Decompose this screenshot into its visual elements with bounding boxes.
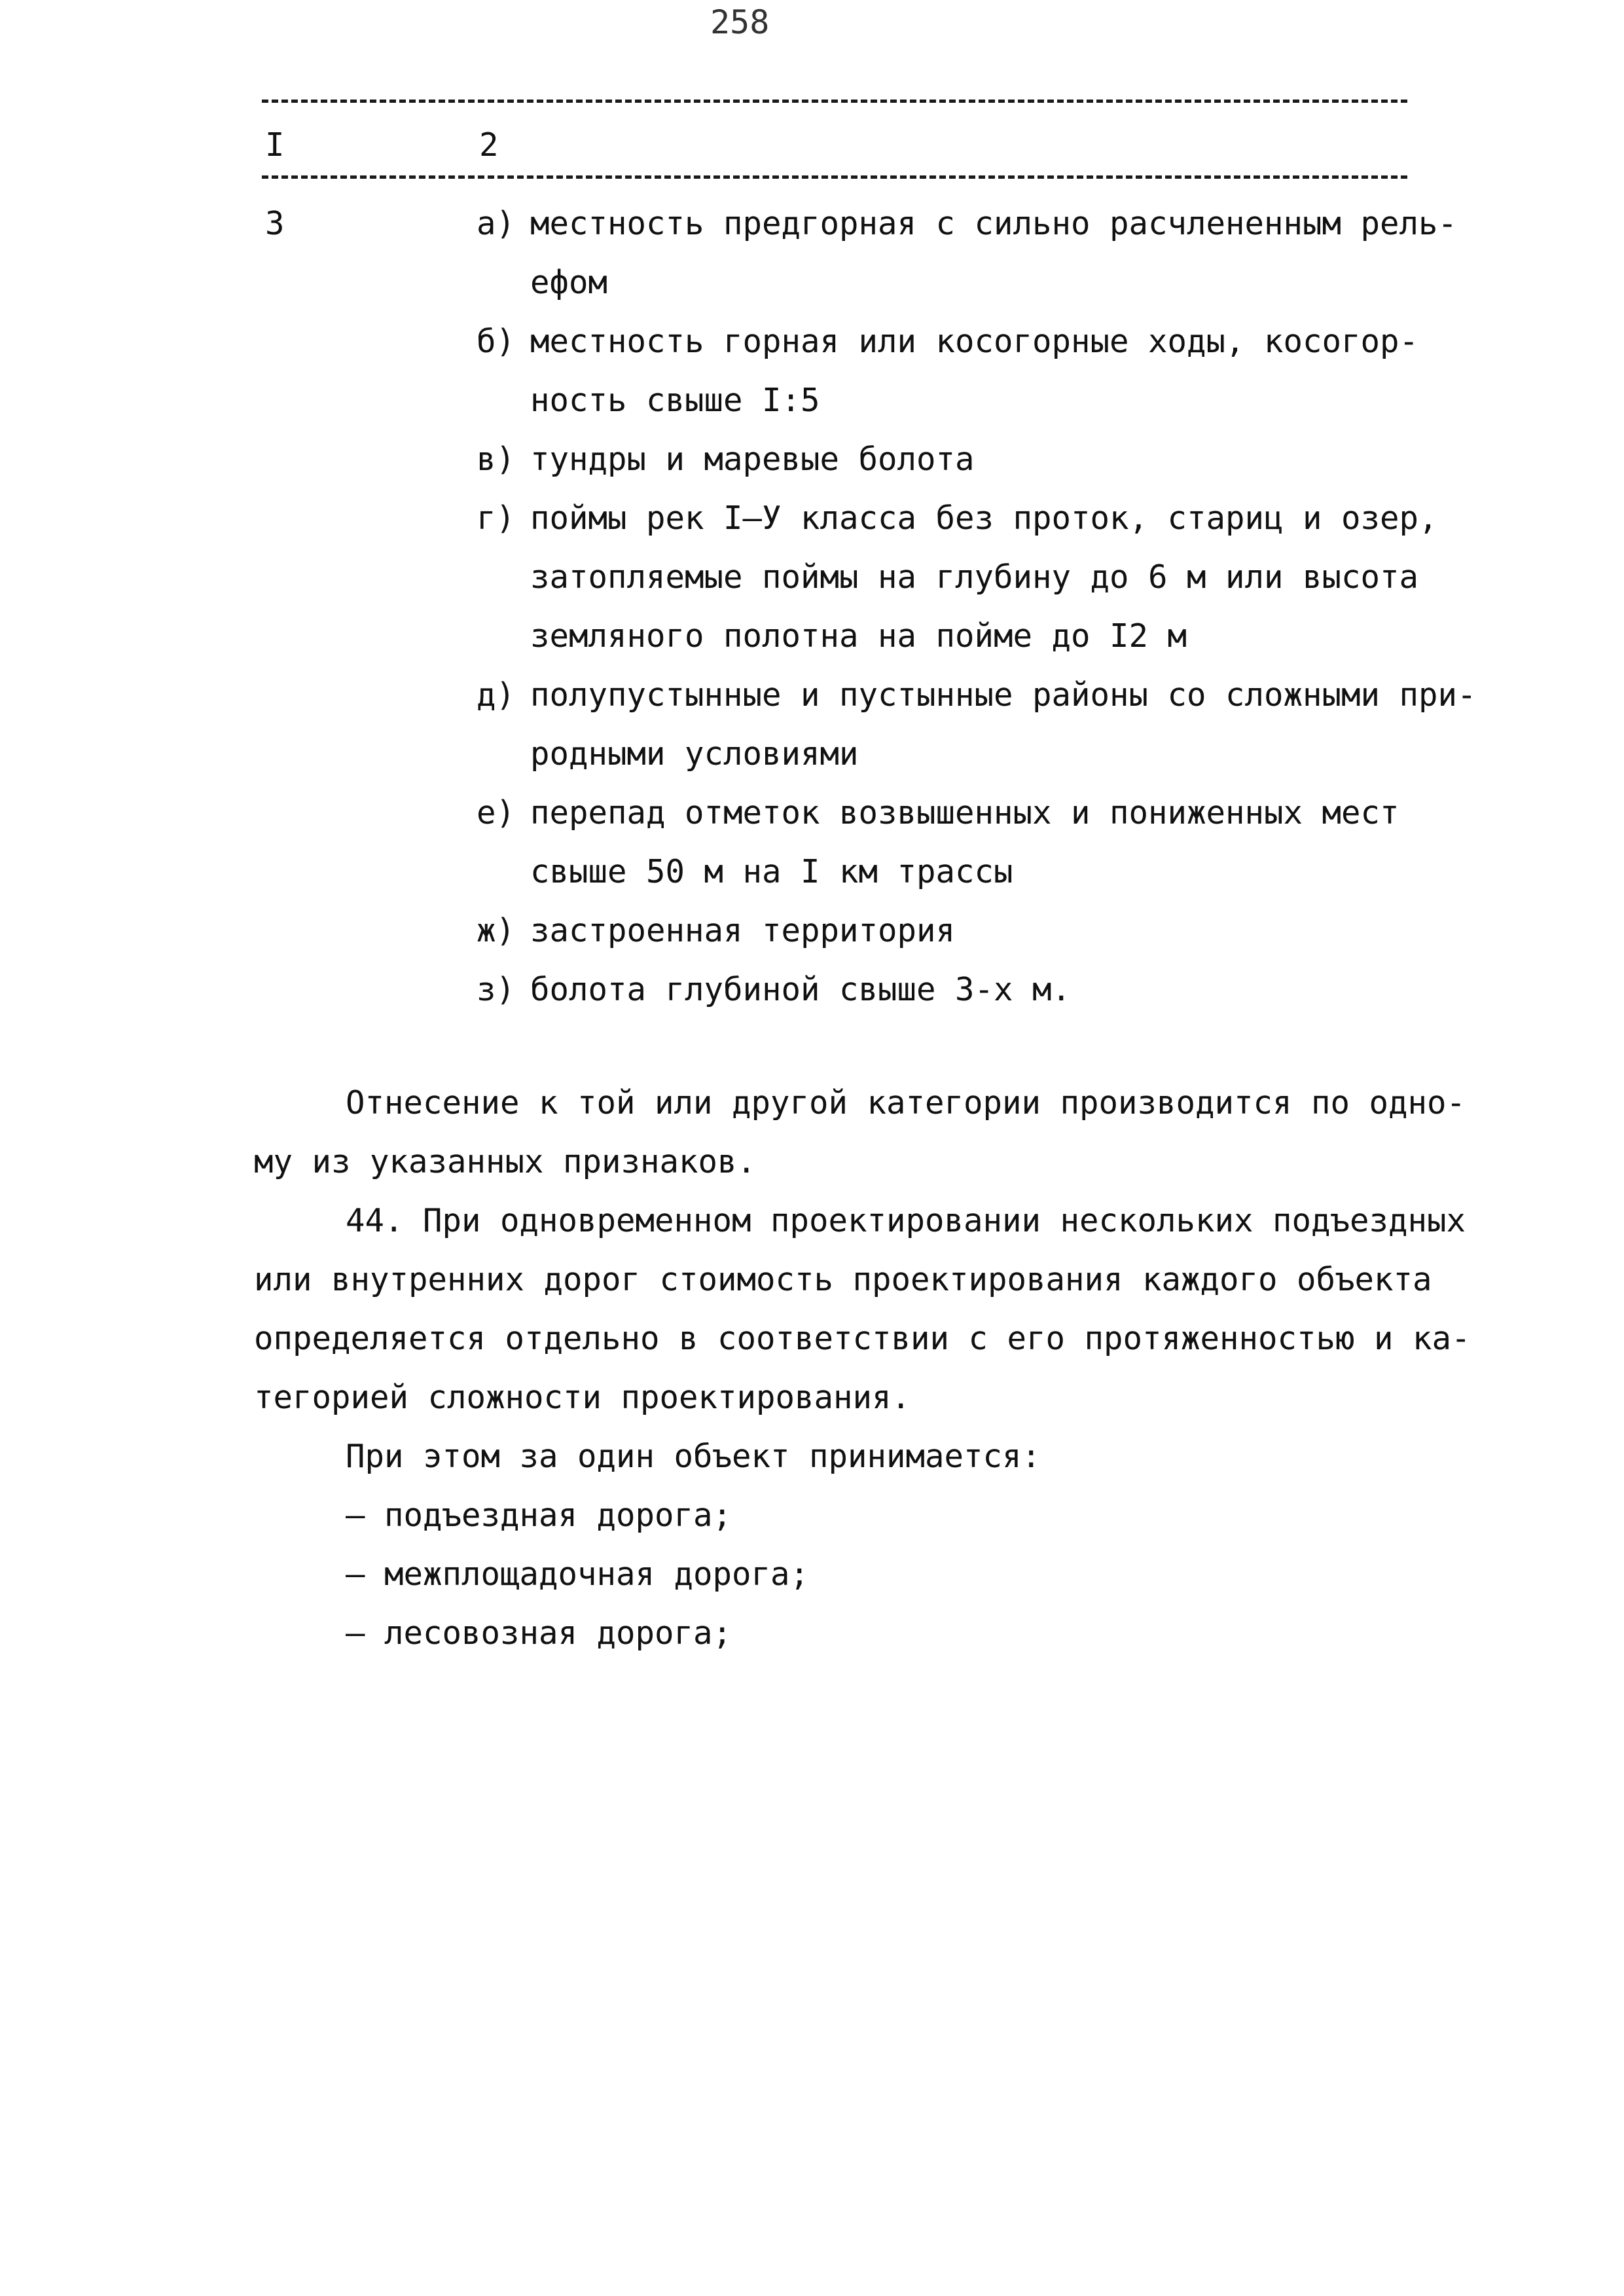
item-line: болота глубиной свыше 3-х м. — [530, 971, 1072, 1008]
paragraph-line: При этом за один объект принимается: — [346, 1438, 1041, 1475]
item-line: свыше 50 м на I км трассы — [530, 853, 1013, 890]
item-line: местность предгорная с сильно расчлененным рель- — [530, 205, 1458, 242]
paragraph-line: определяется отдельно в соответствии с его протяженностью и ка- — [254, 1320, 1471, 1357]
paragraph-line: 44. При одновременном проектировании нескольких подъездных — [346, 1202, 1466, 1239]
item-line: перепад отметок возвышенных и пониженных мест — [530, 794, 1399, 831]
list-item: – подъездная дорога; — [346, 1497, 732, 1534]
list-item: – лесовозная дорога; — [346, 1614, 732, 1652]
item-line: земляного полотна на пойме до I2 м — [530, 617, 1187, 655]
page-number: 258 — [710, 3, 770, 41]
item-marker: е) — [477, 794, 516, 831]
item-marker: д) — [477, 676, 516, 714]
item-marker: з) — [477, 971, 516, 1008]
paragraph-line: тегорией сложности проектирования. — [254, 1379, 911, 1416]
item-marker: г) — [477, 500, 516, 537]
item-marker: а) — [477, 205, 516, 242]
paragraph-line: му из указанных признаков. — [254, 1143, 757, 1180]
item-marker: ж) — [477, 912, 516, 949]
item-line: ефом — [530, 264, 608, 301]
item-line: застроенная территория — [530, 912, 956, 949]
table-top-rule — [262, 100, 1407, 103]
paragraph-line: или внутренних дорог стоимость проектирования каждого объекта — [254, 1261, 1432, 1298]
table-header-col1: I — [265, 126, 285, 164]
item-line: затопляемые поймы на глубину до 6 м или высота — [530, 558, 1419, 596]
table-header-rule — [262, 175, 1407, 179]
item-line: поймы рек I–У класса без проток, стариц и озер, — [530, 500, 1438, 537]
item-marker: б) — [477, 323, 516, 360]
item-line: тундры и маревые болота — [530, 441, 975, 478]
item-marker: в) — [477, 441, 516, 478]
paragraph-line: Отнесение к той или другой категории производится по одно- — [346, 1084, 1466, 1121]
item-line: ность свыше I:5 — [530, 382, 820, 419]
item-line: полупустынные и пустынные районы со сложными при- — [530, 676, 1477, 714]
table-header-col2: 2 — [479, 126, 499, 164]
category-number: 3 — [265, 205, 285, 242]
item-line: родными условиями — [530, 735, 859, 773]
item-line: местность горная или косогорные ходы, косогор- — [530, 323, 1419, 360]
list-item: – межплощадочная дорога; — [346, 1556, 810, 1593]
